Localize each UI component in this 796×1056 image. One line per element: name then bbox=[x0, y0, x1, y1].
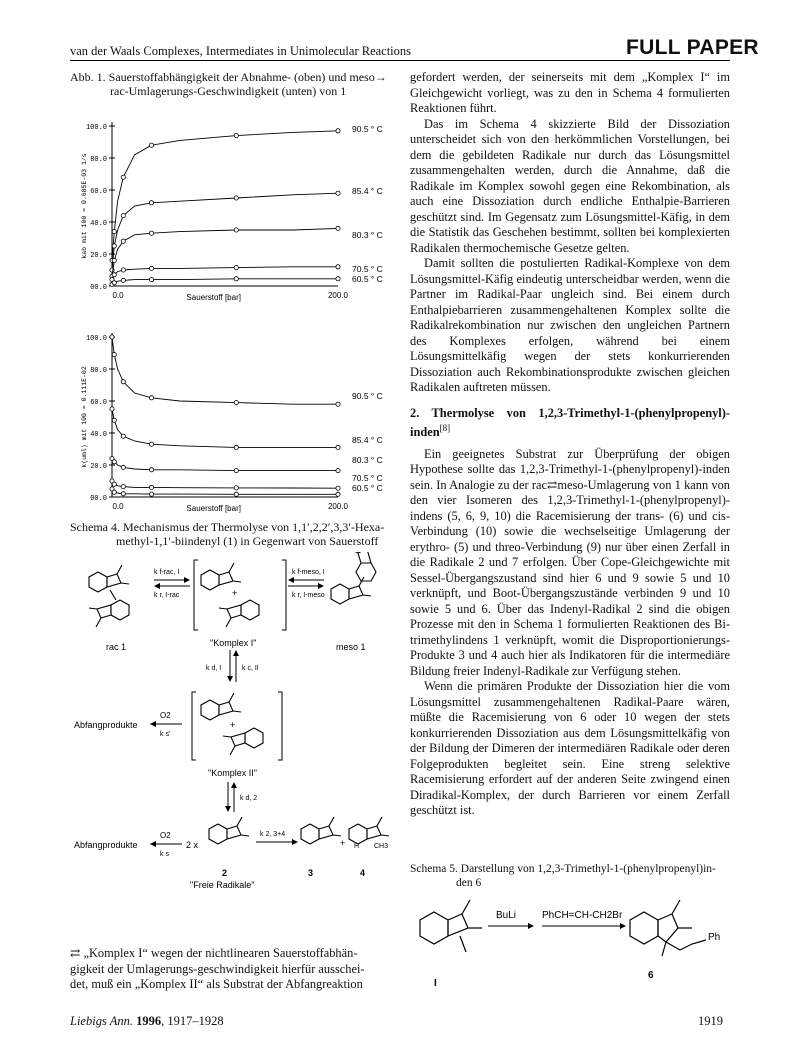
compound2-label: 2 bbox=[222, 868, 228, 878]
data-point bbox=[336, 486, 340, 490]
figure1-caption-line2: rac-Umlagerungs-Geschwindigkeit (unten) von 1 bbox=[110, 84, 347, 98]
section-heading-ref: [8] bbox=[439, 423, 451, 433]
data-point bbox=[121, 434, 125, 438]
data-point bbox=[110, 335, 114, 339]
left-line1: ⇄ „Komplex I“ wegen der nichtlinearen Sauerstoffabhän- bbox=[70, 946, 358, 960]
freie-radikale-label: "Freie Radikale" bbox=[190, 880, 255, 890]
footer-citation bbox=[70, 1014, 224, 1029]
series-label: 80.3 ° C bbox=[352, 455, 383, 465]
y-tick-label: 60.0 bbox=[90, 188, 107, 196]
x-tick-label: 200.0 bbox=[327, 291, 349, 300]
figure1-caption-line1: Abb. 1. Sauerstoffabhängigkeit der Abnahme- (oben) und meso→ bbox=[70, 70, 387, 84]
data-point bbox=[234, 469, 238, 473]
oxygen-dependence-chart-top bbox=[60, 110, 400, 320]
data-point bbox=[149, 396, 153, 400]
data-point bbox=[234, 401, 238, 405]
series-label: 85.4 ° C bbox=[352, 435, 383, 445]
k-fmeso-label: k f-meso, I bbox=[292, 569, 325, 576]
x-tick-label: 200.0 bbox=[327, 502, 349, 511]
rac1-structure bbox=[89, 565, 129, 627]
data-point bbox=[336, 402, 340, 406]
paragraph-3: Damit sollten die postulierten Radikal-Komplexe von dem Lösungsmittel-Käfig eindeutig unterscheidbar werden, wenn die Partner im Radikal-Paar ungleich sind. Bei einem durch Enthalpiebarrieren zusammengehaltenen Komplex sollte die Radikalrekombination nur zwischen den ungleichen Partnern des Komplexes erfolgen, während bei einem Lösungsmittelkäfig wegen der stets konkurrierenden Dissoziation auch Rekombinationsprodukte zwischen gleichen Radikalen auftreten müssen. bbox=[410, 256, 730, 394]
schema5-caption bbox=[410, 862, 730, 890]
plus-sign: + bbox=[340, 838, 346, 848]
compound4-structure bbox=[349, 817, 389, 844]
product-label: 6 bbox=[648, 970, 654, 981]
section-tag: FULL PAPER bbox=[626, 36, 759, 59]
paragraph-4: Ein geeignetes Substrat zur Überprüfung der obigen Hypothese sollte das 1,2,3-Trimethyl-1-(phenylpropenyl)-inden sein. In Analogie zu der rac⇄meso-Umlagerung von 1 kann von den vier Isomeren des 1,2,3-Trimethyl-1-(phenylpropenyl)-indens (5, 6, 9, 10) die Racemisierung der trans- (6) und cis-Verbindung (10) sowie die wechselseitige Umlagerung der erythro- (5) und threo-Verbindung (9) nur über einen Zerfall in die Radikale 2 und 7 erfolgen. Über Cope-Gleichgewichte mit Sessel-Übergangszustand sind hier 6 und 9 sowie 5 und 10 verknüpft, und Boot-Übergangszustände verbinden 9 und 10 sowie 5 und 6. Über das Indenyl-Radikal 2 sind die obigen Prozesse mit den in Schema 1 formulierten Reaktionen des Bi-trimethylindens 1 verknüpft, womit die Disproportionierungs-Produkte 3 und 4 auch hier als Indikatoren für die intermediäre Bildung freier Indenyl-Radikale zur Verfügung stehen. bbox=[410, 446, 730, 678]
data-point bbox=[121, 465, 125, 469]
paragraph-1: gefordert werden, der seinerseits mit dem „Komplex I“ im Gleichgewicht vorliegt, was zu den in Schema 4 formulierten Reaktionen führt. bbox=[410, 70, 730, 115]
data-point bbox=[121, 278, 125, 282]
data-point bbox=[149, 492, 153, 496]
komplex1-structure bbox=[194, 560, 286, 630]
y-tick-label: 20.0 bbox=[90, 463, 107, 471]
series-line bbox=[112, 131, 338, 261]
y-tick-label: 40.0 bbox=[90, 431, 107, 439]
data-point bbox=[149, 442, 153, 446]
schema4-caption-line1: Schema 4. Mechanismus der Thermolyse von 1,1′,2,2′,3,3′-Hexa- bbox=[70, 520, 385, 534]
ks-label: k s bbox=[160, 851, 169, 858]
komplex2-structure bbox=[192, 692, 282, 760]
series-line bbox=[112, 459, 338, 471]
data-point bbox=[336, 492, 340, 496]
paragraph-5: Wenn die primären Produkte der Dissoziation hier die vom Lösungsmittel zusammengehaltenen Radikal-Paare wären, müßte die Racemisierung von 6 oder 10 wegen der stets konkurrierenden Dissoziation aus dem Lösungsmittelkäfig von der Bildung der Dimeren der intermediären Radikale oder deren Folgeprodukten begleitet sein. Eine streng selektive Racemisierung erfordert auf der anderen Seite zwingend einen Diradikal-Komplex, der durch Barrieren vor einem Zerfall geschützt ist. bbox=[410, 679, 730, 818]
phenyl-label: Ph bbox=[708, 932, 721, 943]
schema5-synthesis bbox=[410, 894, 730, 998]
data-point bbox=[234, 445, 238, 449]
data-point bbox=[234, 266, 238, 270]
oxygen-dependence-chart-bottom bbox=[60, 325, 400, 515]
compound4-label: 4 bbox=[360, 868, 366, 878]
ch3-label: CH3 bbox=[374, 843, 389, 850]
page-number: 1919 bbox=[698, 1014, 723, 1028]
svg-text:+: + bbox=[232, 588, 238, 598]
data-point bbox=[121, 485, 125, 489]
data-point bbox=[149, 278, 153, 282]
data-point bbox=[112, 244, 116, 248]
y-tick-label: 80.0 bbox=[90, 367, 107, 375]
y-tick-label: 100.0 bbox=[85, 335, 107, 343]
data-point bbox=[234, 196, 238, 200]
series-label: 60.5 ° C bbox=[352, 274, 383, 284]
schema4-caption bbox=[70, 520, 400, 548]
data-point bbox=[336, 469, 340, 473]
schema5-caption-line2: den 6 bbox=[456, 877, 482, 889]
data-point bbox=[112, 273, 116, 277]
data-point bbox=[149, 143, 153, 147]
series-label: 60.5 ° C bbox=[352, 483, 383, 493]
left-line3: det, muß ein „Komplex II“ als Substrat der Abfangreaktion bbox=[70, 977, 363, 991]
data-point bbox=[121, 268, 125, 272]
meso1-structure bbox=[331, 552, 376, 604]
y-tick-label: 60.0 bbox=[90, 399, 107, 407]
k-rrac-label: k r, I-rac bbox=[154, 592, 180, 599]
x-axis-label: Sauerstoff [bar] bbox=[186, 293, 241, 302]
y-axis-label: kab mit 100 = 0.685E-03 1/s bbox=[81, 153, 88, 259]
data-point bbox=[112, 490, 116, 494]
svg-text:+: + bbox=[230, 720, 236, 730]
abfang1-label: Abfangprodukte bbox=[74, 720, 138, 730]
series-line bbox=[112, 267, 338, 280]
data-point bbox=[234, 228, 238, 232]
series-line bbox=[112, 409, 338, 447]
figure1-caption bbox=[70, 70, 400, 98]
data-point bbox=[336, 277, 340, 281]
h-label: H bbox=[354, 843, 360, 850]
data-point bbox=[112, 353, 116, 357]
komplex2-label: "Komplex II" bbox=[208, 768, 257, 778]
k-d2-label: k d, 2 bbox=[240, 795, 258, 802]
x-axis-label: Sauerstoff [bar] bbox=[186, 504, 241, 513]
data-point bbox=[112, 258, 116, 262]
data-point bbox=[112, 482, 116, 486]
data-point bbox=[121, 239, 125, 243]
data-point bbox=[336, 191, 340, 195]
data-point bbox=[112, 281, 116, 285]
compound3-label: 3 bbox=[308, 868, 314, 878]
series-line bbox=[112, 279, 338, 285]
series-line bbox=[112, 481, 338, 488]
k-d1-label: k d, I bbox=[206, 665, 222, 672]
data-point bbox=[112, 460, 116, 464]
radical2-structure bbox=[209, 817, 249, 844]
series-label: 90.5 ° C bbox=[352, 391, 383, 401]
series-line bbox=[112, 193, 338, 270]
data-point bbox=[234, 492, 238, 496]
x-tick-label: 0.0 bbox=[112, 291, 124, 300]
data-point bbox=[336, 265, 340, 269]
k-frac-label: k f-rac, I bbox=[154, 569, 180, 576]
series-line bbox=[112, 228, 338, 276]
k-rmeso-label: k r, I-meso bbox=[292, 592, 325, 599]
series-label: 90.5 ° C bbox=[352, 124, 383, 134]
k-c2-label: k c, II bbox=[242, 665, 259, 672]
two-x-label: 2 x bbox=[186, 840, 199, 850]
rac1-label: rac 1 bbox=[106, 642, 127, 652]
y-tick-label: 20.0 bbox=[90, 252, 107, 260]
series-label: 85.4 ° C bbox=[352, 186, 383, 196]
data-point bbox=[336, 129, 340, 133]
running-title: van der Waals Complexes, Intermediates in Unimolecular Reactions bbox=[70, 44, 412, 58]
data-point bbox=[149, 266, 153, 270]
data-point bbox=[234, 486, 238, 490]
data-point bbox=[336, 226, 340, 230]
section-heading-text: 2. Thermolyse von 1,2,3-Trimethyl-1-(phenylpropenyl)-inden bbox=[410, 405, 730, 440]
series-label: 70.5 ° C bbox=[352, 264, 383, 274]
y-axis-label: k(uml) mit 100 = 0.111E-02 bbox=[81, 366, 88, 468]
o2-a-label: O2 bbox=[160, 711, 171, 720]
series-line bbox=[112, 337, 338, 404]
k-234-label: k 2, 3+4 bbox=[260, 831, 286, 838]
schema4-mechanism bbox=[70, 552, 400, 932]
x-tick-label: 0.0 bbox=[112, 502, 124, 511]
right-column-text bbox=[410, 70, 730, 819]
paragraph-2: Das im Schema 4 skizzierte Bild der Dissoziation unterscheidet sich von den herkömmlichen Vorstellungen, bei dem die gebildeten Radikale nur durch das Lösungsmittel zusammengehalten werden, durch die Annahme, daß die Radikale im Komplex sowohl gegen eine Rekombination, als auch eine Dissoziation durch endliche Enthalpie-Barrieren geschützt sind. Im Gegensatz zum Lösungsmittel-Käfig, in dem die Statistik das Geschehen bestimmt, sollten bei komplexierten Radikalen thermochemische Gesetze gelten. bbox=[410, 116, 730, 255]
journal-year: 1996 bbox=[136, 1014, 162, 1028]
starting-label: I bbox=[434, 978, 437, 989]
y-tick-label: 80.0 bbox=[90, 156, 107, 164]
data-point bbox=[121, 492, 125, 496]
data-point bbox=[149, 201, 153, 205]
reagent-buli: BuLi bbox=[496, 910, 517, 921]
data-point bbox=[234, 277, 238, 281]
series-label: 70.5 ° C bbox=[352, 473, 383, 483]
ks-prime-label: k s' bbox=[160, 731, 171, 738]
data-point bbox=[234, 134, 238, 138]
reagent-cinnamyl-bromide: PhCH=CH-CH2Br bbox=[542, 910, 623, 921]
data-point bbox=[336, 445, 340, 449]
starting-indene-structure bbox=[420, 900, 482, 952]
schema5-caption-line1: Schema 5. Darstellung von 1,2,3-Trimethyl-1-(phenylpropenyl)in- bbox=[410, 863, 716, 875]
journal-pages: , 1917–1928 bbox=[161, 1014, 224, 1028]
data-point bbox=[149, 231, 153, 235]
data-point bbox=[121, 380, 125, 384]
y-tick-label: 40.0 bbox=[90, 220, 107, 228]
section-heading bbox=[410, 406, 730, 441]
data-point bbox=[149, 485, 153, 489]
data-point bbox=[149, 468, 153, 472]
y-tick-label: 00.0 bbox=[90, 284, 107, 292]
header-rule bbox=[70, 60, 730, 61]
y-tick-label: 100.0 bbox=[85, 124, 107, 132]
compound3-structure bbox=[301, 817, 341, 844]
meso1-label: meso 1 bbox=[336, 642, 366, 652]
left-column-text bbox=[70, 946, 392, 993]
data-point bbox=[121, 175, 125, 179]
schema4-caption-line2: methyl-1,1′-biindenyl (1) in Gegenwart von Sauerstoff bbox=[116, 534, 379, 548]
series-label: 80.3 ° C bbox=[352, 230, 383, 240]
y-tick-label: 00.0 bbox=[90, 495, 107, 503]
data-point bbox=[121, 214, 125, 218]
product6-structure bbox=[630, 900, 706, 956]
journal-name: Liebigs Ann. bbox=[70, 1014, 133, 1028]
o2-b-label: O2 bbox=[160, 831, 171, 840]
series-line bbox=[112, 489, 338, 494]
data-point bbox=[112, 230, 116, 234]
data-point bbox=[112, 418, 116, 422]
data-point bbox=[110, 407, 114, 411]
abfang2-label: Abfangprodukte bbox=[74, 840, 138, 850]
left-line2: gigkeit der Umlagerungs-geschwindigkeit hierfür ausschei- bbox=[70, 961, 365, 976]
komplex1-label: "Komplex I" bbox=[210, 638, 257, 648]
